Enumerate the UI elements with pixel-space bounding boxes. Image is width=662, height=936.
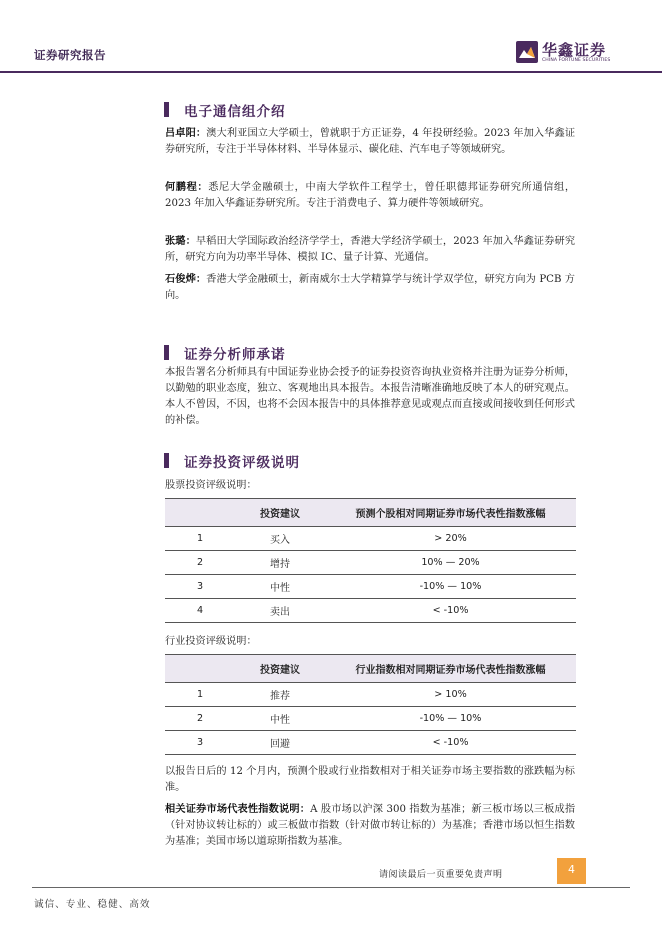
row-index: 1 <box>165 683 235 707</box>
member-bio <box>165 271 575 304</box>
table-header-row <box>165 655 576 683</box>
period-note: 以报告日后的 12 个月内，预测个股或行业指数相对于相关证券市场主要指数的涨跌幅为标准。 <box>165 766 575 793</box>
rating-advice: 中性 <box>235 707 325 731</box>
row-index: 2 <box>165 707 235 731</box>
rating-range: > 20% <box>325 527 576 551</box>
section-title: 电子通信组介绍 <box>184 104 286 120</box>
section-title: 证券分析师承诺 <box>184 347 286 363</box>
logo-subtitle: CHINA FORTUNE SECURITIES <box>542 58 611 63</box>
table-header-cell <box>165 499 235 527</box>
row-index: 3 <box>165 575 235 599</box>
member-bio-text: 香港大学金融硕士，新南威尔士大学精算学与统计学双学位，研究方向为 PCB 方向。 <box>165 274 575 301</box>
member-bio <box>165 233 575 266</box>
member-bio <box>165 125 575 158</box>
table-row <box>165 575 576 599</box>
row-index: 2 <box>165 551 235 575</box>
table-row <box>165 599 576 623</box>
rating-range: -10% — 10% <box>325 707 576 731</box>
member-name: 石俊烨： <box>165 273 207 285</box>
index-note-text: A 股市场以沪深 300 指数为基准；新三板市场以三板成指（针对协议转让标的）或三板做市指数（针对做市转让标的）为基准；香港市场以恒生指数为基准；美国市场以道琼斯指数为基准。 <box>165 804 576 847</box>
company-logo <box>516 39 626 67</box>
page-header <box>0 0 662 72</box>
member-name: 张璐： <box>165 235 196 247</box>
commitment-text: 本报告署名分析师具有中国证券业协会授予的证券投资咨询执业资格并注册为证券分析师，以勤勉的职业态度，独立、客观地出具本报告。本报告清晰准确地反映了本人的研究观点。本人不曾因，不因，也将不会因本报告中的具体推荐意见或观点而直接或间接收到任何形式的补偿。 <box>165 367 575 426</box>
member-name: 何鹏程： <box>165 181 209 193</box>
row-index: 1 <box>165 527 235 551</box>
rating-advice: 买入 <box>235 527 325 551</box>
member-bio-text: 悉尼大学金融硕士，中南大学软件工程学士，曾任职德邦证券研究所通信组，2023 年加入华鑫证券研究所。专注于消费电子、算力硬件等领域研究。 <box>165 182 576 209</box>
table-row <box>165 551 576 575</box>
section-title: 证券投资评级说明 <box>184 455 300 471</box>
rating-advice: 回避 <box>235 731 325 755</box>
industry-rating-label: 行业投资评级说明： <box>165 636 257 647</box>
table-header-row <box>165 499 576 527</box>
company-motto: 诚信、专业、稳健、高效 <box>34 899 151 910</box>
rating-advice: 推荐 <box>235 683 325 707</box>
index-note <box>165 801 575 850</box>
rating-range: < -10% <box>325 599 576 623</box>
member-bio <box>165 179 575 212</box>
section-marker <box>164 345 169 360</box>
table-header-cell: 预测个股相对同期证券市场代表性指数涨幅 <box>325 499 576 527</box>
table-row <box>165 707 576 731</box>
table-row <box>165 527 576 551</box>
rating-range: > 10% <box>325 683 576 707</box>
footer-divider <box>32 887 630 888</box>
rating-advice: 中性 <box>235 575 325 599</box>
page-number-box <box>557 858 586 884</box>
member-name: 吕卓阳： <box>165 127 207 139</box>
table-row <box>165 731 576 755</box>
logo-mark-icon <box>516 41 538 63</box>
report-type: 证券研究报告 <box>34 48 106 62</box>
rating-advice: 卖出 <box>235 599 325 623</box>
table-row <box>165 683 576 707</box>
index-note-label: 相关证券市场代表性指数说明： <box>165 803 311 815</box>
rating-range: 10% — 20% <box>325 551 576 575</box>
industry-rating-table <box>165 654 576 755</box>
table-header-cell: 行业指数相对同期证券市场代表性指数涨幅 <box>325 655 576 683</box>
row-index: 3 <box>165 731 235 755</box>
rating-range: < -10% <box>325 731 576 755</box>
section-marker <box>164 453 169 468</box>
member-bio-text: 早稻田大学国际政治经济学学士，香港大学经济学硕士，2023 年加入华鑫证券研究所，研究方向为功率半导体、模拟 IC、量子计算、光通信。 <box>165 236 576 263</box>
stock-rating-label: 股票投资评级说明： <box>165 480 257 491</box>
stock-rating-table <box>165 498 576 623</box>
table-header-cell <box>165 655 235 683</box>
disclaimer-note: 请阅读最后一页重要免责声明 <box>379 870 503 880</box>
row-index: 4 <box>165 599 235 623</box>
rating-advice: 增持 <box>235 551 325 575</box>
page-number: 4 <box>568 863 575 876</box>
table-header-cell: 投资建议 <box>235 499 325 527</box>
table-header-cell: 投资建议 <box>235 655 325 683</box>
rating-range: -10% — 10% <box>325 575 576 599</box>
member-bio-text: 澳大利亚国立大学硕士，曾就职于方正证券，4 年投研经验。2023 年加入华鑫证券研究所，专注于半导体材料、半导体显示、碳化硅、汽车电子等领域研究。 <box>165 128 576 155</box>
section-marker <box>164 102 169 117</box>
logo-name: 华鑫证券 <box>542 41 607 59</box>
header-divider <box>0 71 662 73</box>
